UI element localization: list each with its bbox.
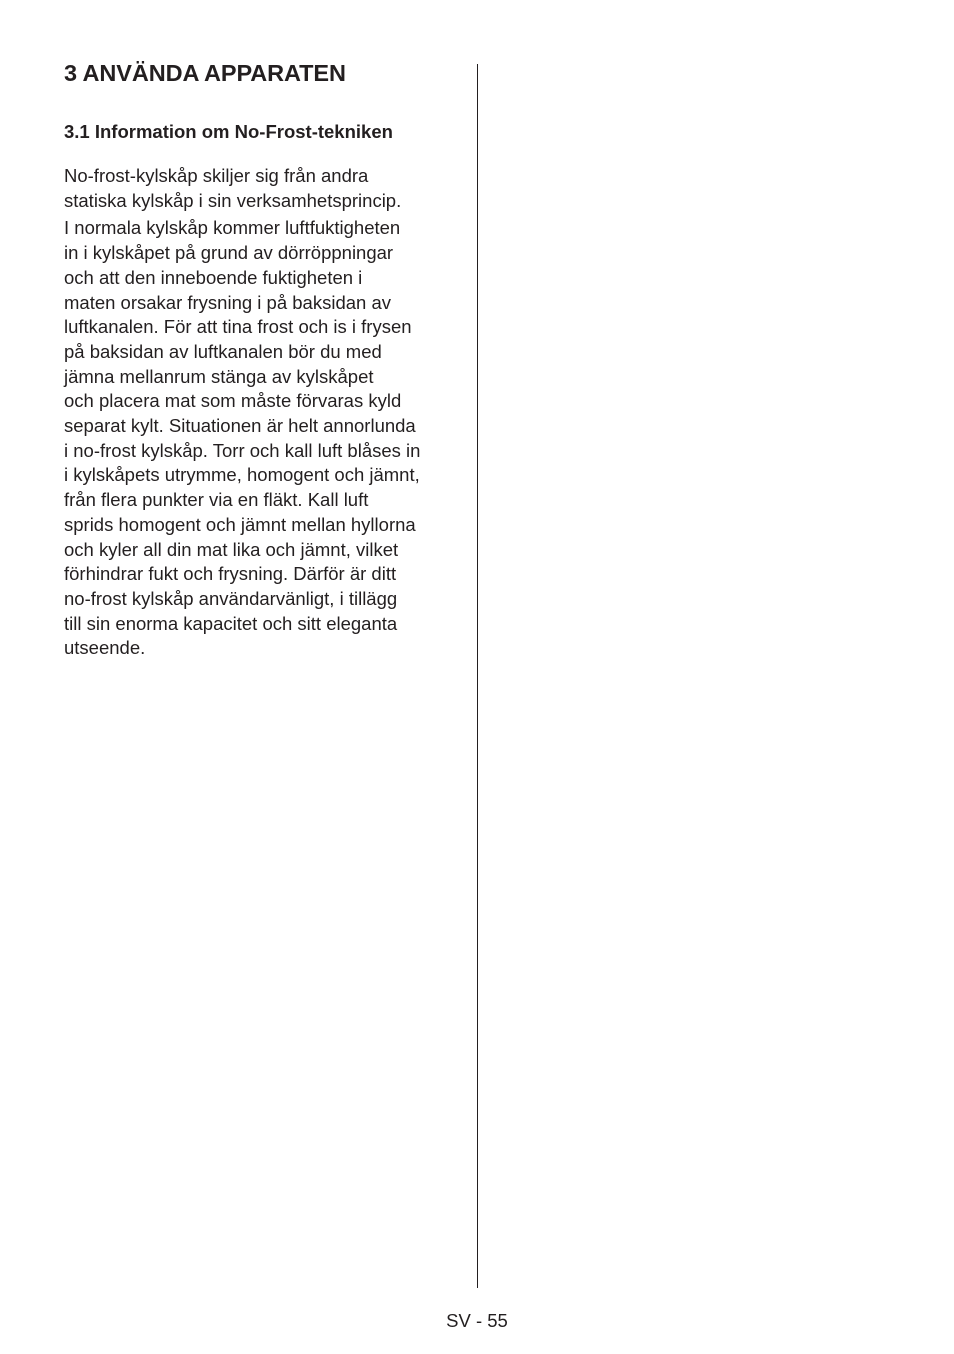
body-paragraph-1: No-frost-kylskåp skiljer sig från andra statiska kylskåp i sin verksamhetsprincip. — [64, 165, 402, 211]
body-paragraph-2: I normala kylskåp kommer luftfuktigheten in i kylskåpet på grund av dörröppningar och att den inneboende fuktigheten i maten orsakar frysning i på baksidan av luftkanalen. För att tina frost och is i frysen på baksidan av luftkanalen bör du med jämna mellanrum stänga av kylskåpet och placera mat som måste förvaras kyld separat kylt. Situationen är helt annorlunda i no-frost kylskåp. Torr och kall luft blåses in i kylskåpets utrymme, homogent och jämnt, från flera punkter via en fläkt. Kall luft sprids homogent och jämnt mellan hyllorna och kyler all din mat lika och jämnt, vilket förhindrar fukt och frysning. Därför är ditt no-frost kylskåp användarvänligt, i tillägg till sin enorma kapacitet och sitt eleganta utseende. — [64, 217, 421, 659]
chapter-title: 3 ANVÄNDA APPARATEN — [64, 60, 346, 86]
page-number: SV - 55 — [446, 1310, 508, 1331]
left-column — [64, 58, 464, 661]
column-divider — [477, 64, 478, 1288]
section-title: 3.1 Information om No-Frost-tekniken — [64, 121, 393, 142]
